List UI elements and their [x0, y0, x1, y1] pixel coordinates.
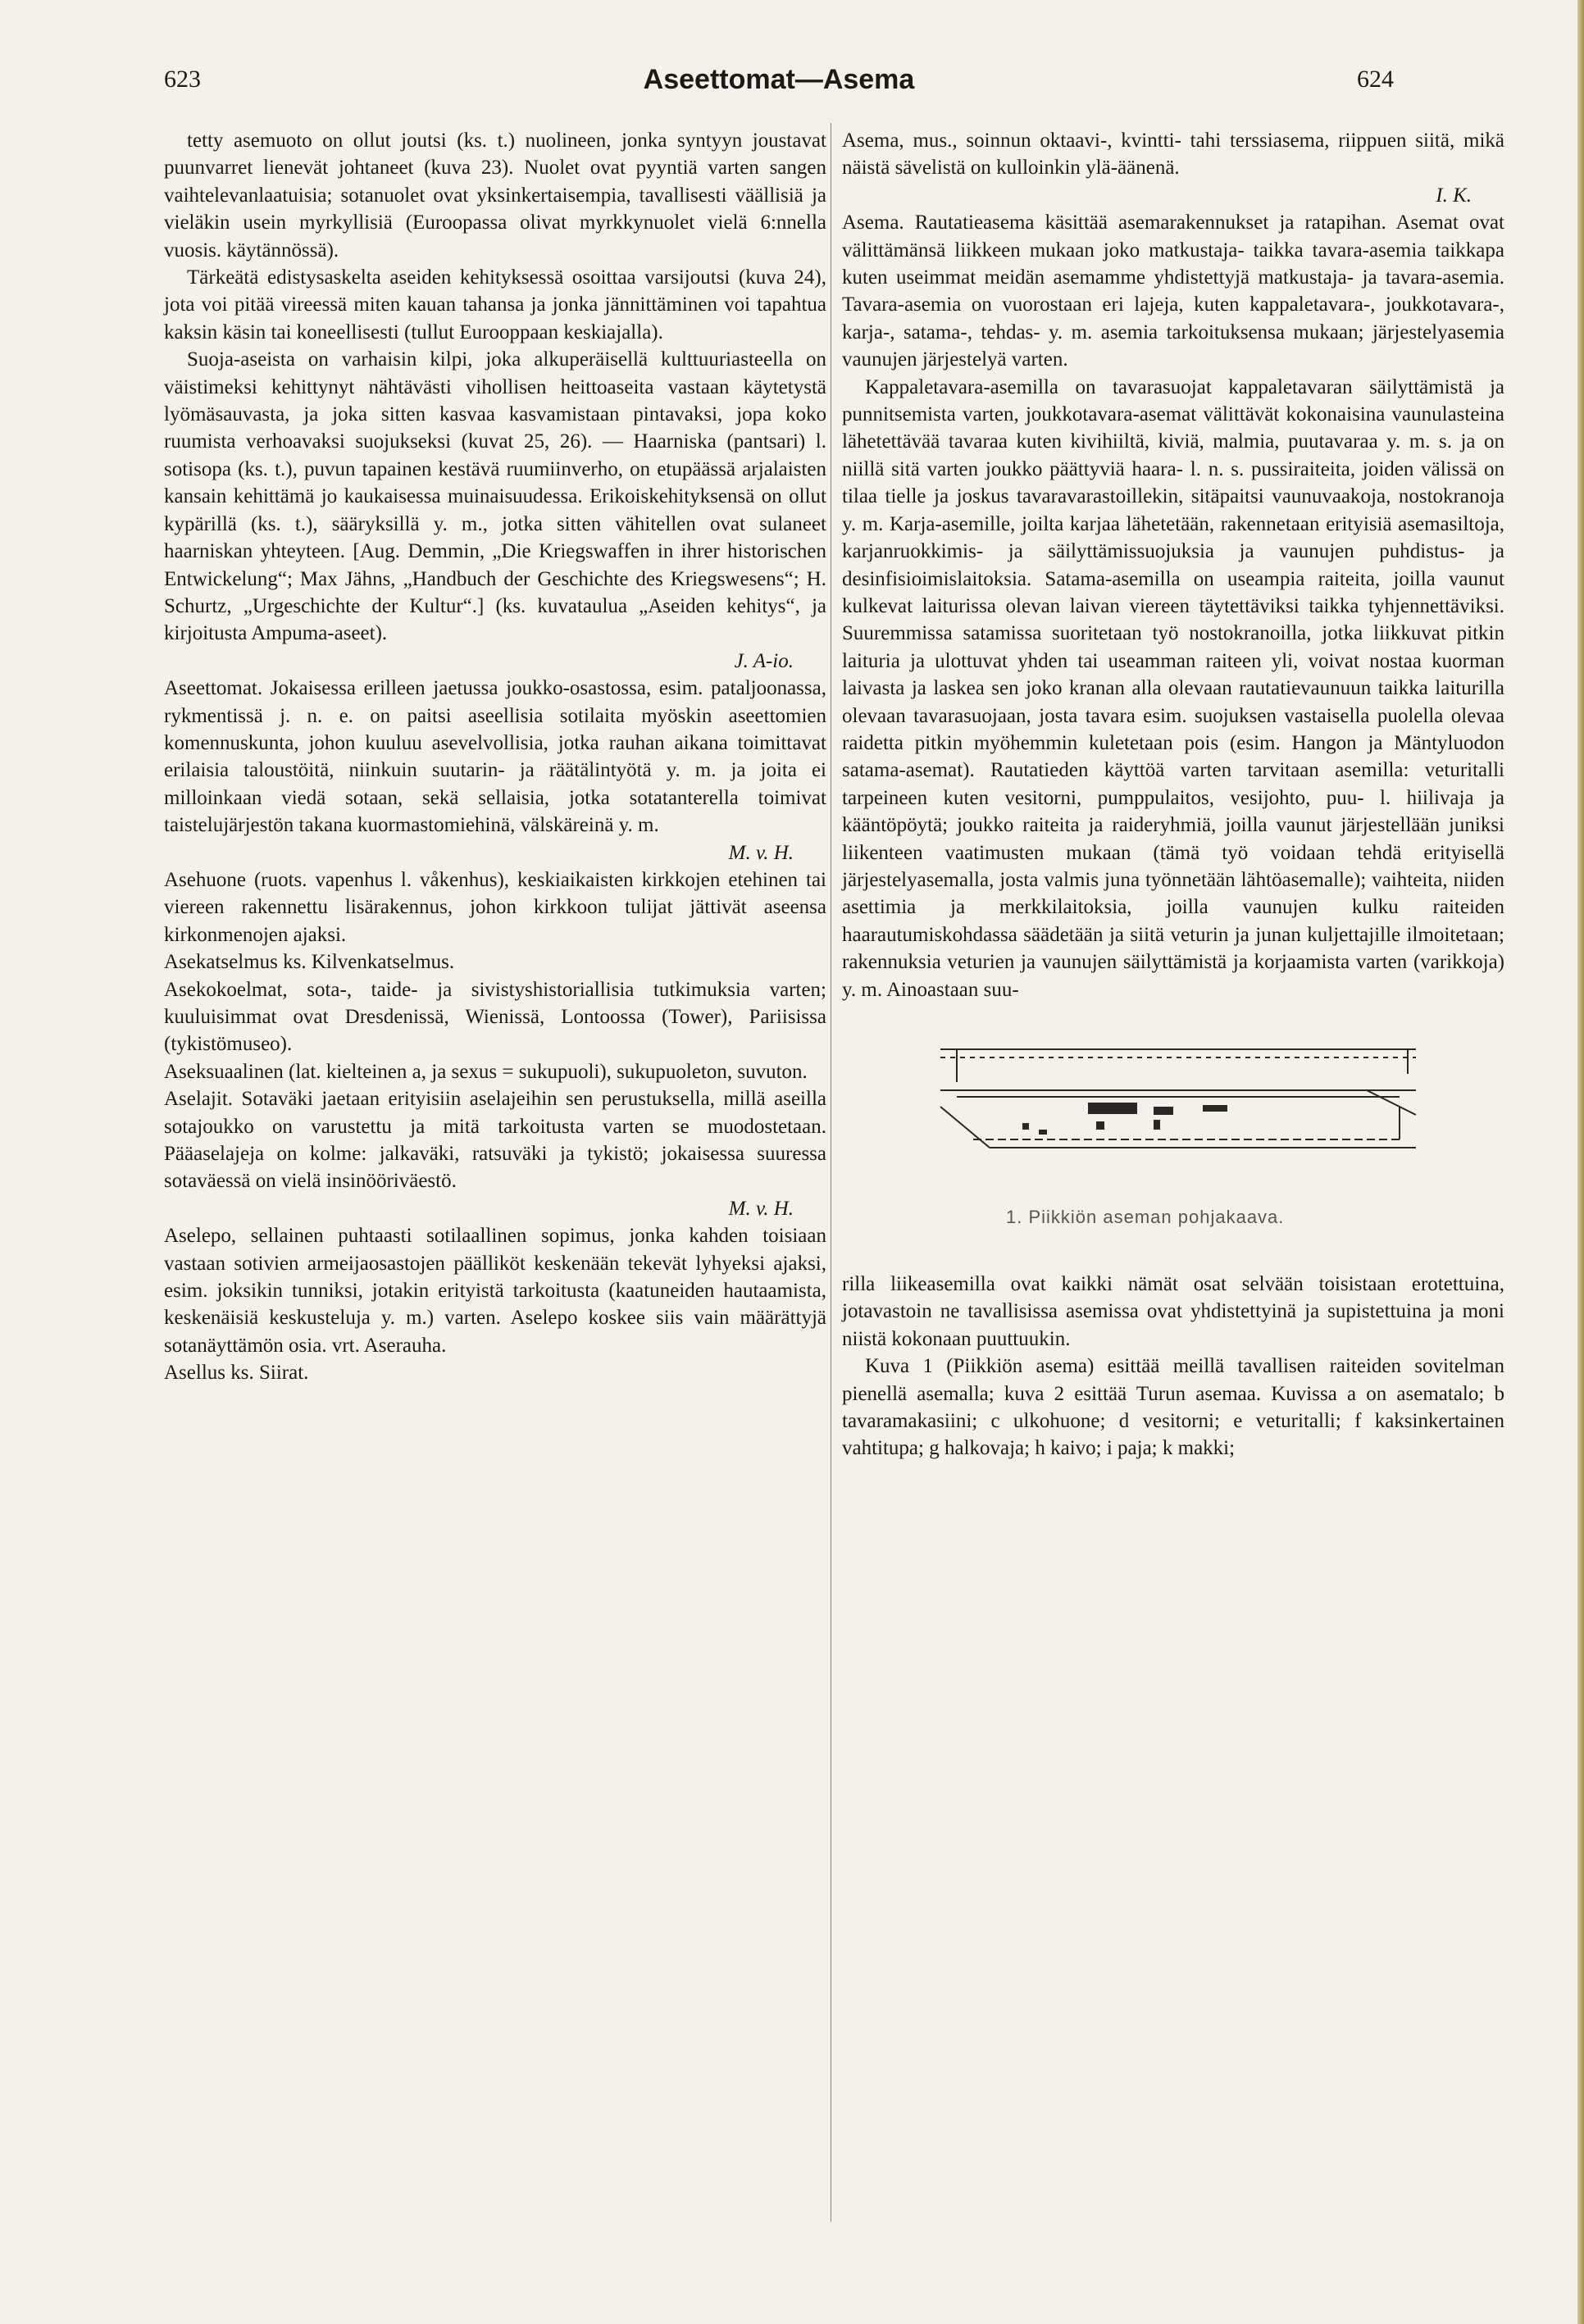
- entry-asema-music: Asema, mus., soinnun oktaavi-, kvintti- tahi terssiasema, riippuen siitä, mikä näistä sävelistä on kulloinkin ylä-äänenä.: [842, 130, 1504, 180]
- station-plan-diagram: [908, 1016, 1449, 1197]
- author-signature: J. A-io.: [734, 649, 794, 672]
- running-title: Aseettomat—Asema: [643, 64, 915, 95]
- author-signature: M. v. H.: [728, 1197, 794, 1220]
- right-column: [842, 127, 1504, 1462]
- left-column: [164, 127, 826, 1387]
- entry-asekatselmus: Asekatselmus ks. Kilvenkatselmus.: [164, 951, 455, 974]
- paragraph: Suoja-aseista on varhaisin kilpi, joka alkuperäisellä kulttuuriasteella on väistimeksi kehittynyt nähtävästi vihollisen heittoaseita vastaan käytetystä lyömäsauvasta, ja joka sitten kasvaa kasvamistaan pintavaksi, jopa koko ruumista verhoavaksi suojukseksi (kuvat 25, 26). — Haarniska (pantsari) l. sotisopa (ks. t.), puvun tapainen kestävä ruumiinverho, on etupäässä arjalaisten kansain kehittämä jo kaukaisessa muinaisuudessa. Erikoiskehityksensä on ollut kypärillä (ks. t.), sääryksillä y. m., jotka sitten vähitellen ovat sulaneet haarniskan yhteyteen. [Aug. Demmin, „Die Kriegswaffen in ihrer historischen Entwickelung“; Max Jähns, „Handbuch der Geschichte des Kriegswesens“; H. Schurtz, „Urgeschichte der Kultur“.] (ks. kuvataulua „Aseiden kehitys“, ja kirjoitusta Ampuma-aseet).: [164, 348, 826, 645]
- paragraph: Kappaletavara-asemilla on tavarasuojat kappaletavaran säilyttämistä ja punnitsemista varten, joukkotavara-asemat välittävät kokonaisina vaunulasteina lähetettävää tavaraa kuten kivihiiltä, kiviä, malmia, puutavaraa y. m. s. ja on niillä sitä varten joukko päättyviä haara- l. n. s. pussiraiteita, joiden välissä on tilaa tielle ja joskus tavaravarastoillekin, sitäpaitsi vaunuvaakoja, nostokranoja y. m. Karja-asemille, joilta karjaa lähetetään, rakennetaan erityisiä asemasiltoja, karjanruokkimis- ja säilyttämissuojuksia ja vaunujen puhdistus- ja desinfisioimislaitoksia. Satama-asemilla on useampia raiteita, joilla vaunut kulkevat laiturissa olevan laivan viereen täytettäviksi taikka tyhjennettäviksi. Suuremmissa satamissa suoritetaan työ nostokranoilla, jotka liikkuvat pitkin laituria ja ulottuvat yhden tai useamman raiteen yli, voivat nostaa kuorman laivasta ja laskea sen joko kranan alla olevaan rautatievaunuun taikka laiturilla olevaan tavarasuojaan, josta tavara esim. suojuksen vastaisella puolella olevaa raidetta pitkin myöhemmin kuletetaan pois (esim. Hangon ja Mäntyluodon satama-asemat). Rautatieden käyttöä varten tarvitaan asemilla: veturitalli tarpeineen kuten vesitorni, pumppulaitos, vesijohto, puu- l. hiilivaja ja kääntöpöytä; joukko raiteita ja raideryhmiä, joilla vaunut järjestellään juniksi liikenteen vaatimusten mukaan (tämä työ voidaan tehdä erityisellä järjestelyasemalla, josta valmis juna työnnetään lähtöasemalle); vaihteita, niiden asettimia ja merkkilaitoksia, joilla vaunujen kulku raiteiden haarautumiskohdassa säädetään ja siitä veturin ja junan kuljettajille ilmoitetaan; rakennuksia veturien ja vaunujen säilyttämistä ja korjaamista varten (varikkoja) y. m. Ainoastaan suu-: [842, 375, 1504, 1001]
- entry-aseksuaalinen: Aseksuaalinen (lat. kielteinen a, ja sexus = sukupuoli), sukupuoleton, suvuton.: [164, 1060, 808, 1083]
- author-signature: I. K.: [1436, 184, 1472, 207]
- entry-asellus: Asellus ks. Siirat.: [164, 1362, 309, 1385]
- paragraph: tetty asemuoto on ollut joutsi (ks. t.) nuolineen, jonka syntyyn joustavat puunvarret lienevät johtaneet (kuva 23). Nuolet ovat pyyntiä varten sangen vaihtelevanlaatuisia; sotanuolet ovat yksinkertaisempia, tavallisesti väällisiä ja vieläkin usein myrkyllisiä (Euroopassa olivat myrkkynuolet vielä 6:nnella vuosis. käytännössä).: [164, 130, 826, 262]
- paragraph: Kuva 1 (Piikkiön asema) esittää meillä tavallisen raiteiden sovitelman pienellä asemalla; kuva 2 esittää Turun asemaa. Kuvissa a on asematalo; b tavaramakasiini; c ulkohuone; d vesitorni; e veturitalli; f kaksinkertainen vahtitupa; g halkovaja; h kaivo; i paja; k makki;: [842, 1355, 1504, 1460]
- entry-aselepo: Aselepo, sellainen puhtaasti sotilaallinen sopimus, jonka kahden toisiaan vastaan sotivien armeijaosastojen päälliköt keskenään tekevät lyhyeksi ajaksi, esim. joksikin tunniksi, jotakin erityistä tarkoitusta (kaatuneiden hautaamista, keskenäisiä keskusteluja y. m.) varten. Aselepo koskee siis vain määrättyjä sotanäyttämön osia. vrt. Aserauha.: [164, 1225, 826, 1357]
- paragraph: Tärkeätä edistysaskelta aseiden kehityksessä osoittaa varsijoutsi (kuva 24), jota voi pitää vireessä miten kauan tahansa ja jonka jännittäminen voi tapahtua kaksin käsin tai koneellisesti (tullut Eurooppaan keskiajalla).: [164, 266, 826, 343]
- figure-caption: 1. Piikkiön aseman pohjakaava.: [1006, 1207, 1285, 1227]
- entry-asekokoelmat: Asekokoelmat, sota-, taide- ja sivistyshistoriallisia tutkimuksia varten; kuuluisimmat ovat Dresdenissä, Wienissä, Lontoossa (Tower), Pariisissa (tykistömuseo).: [164, 978, 826, 1056]
- author-signature: M. v. H.: [728, 841, 794, 864]
- entry-asehuone: Asehuone (ruots. vapenhus l. våkenhus), keskiaikaisten kirkkojen etehinen tai viereen rakennettu lisärakennus, johon kirkkoon tulijat jättivät aseensa kirkonmenojen ajaksi.: [164, 868, 826, 946]
- station-plan-figure: [842, 1016, 1504, 1262]
- entry-aselajit: Aselajit. Sotaväki jaetaan erityisiin aselajeihin sen perustuksella, millä aseilla sotajoukko on varustettu ja mitä tarkoitusta varten se muodostetaan. Pääaselajeja on kolme: jalkaväki, ratsuväki ja tykistö; jokaisessa suuressa sotaväessä on vielä insinööriväestö.: [164, 1088, 826, 1193]
- page-edge: [1577, 0, 1584, 2324]
- paragraph: rilla liikeasemilla ovat kaikki nämät osat selvään toisistaan erotettuina, jotavastoin ne tavallisissa asemissa ovat yhdistettyinä ja supistettuina ja moni niistä kokonaan puuttuukin.: [842, 1273, 1504, 1350]
- page-header: [164, 66, 1394, 107]
- page-number-left: 623: [164, 66, 201, 93]
- entry-aseettomat: Aseettomat. Jokaisessa erilleen jaetussa joukko-osastossa, esim. pataljoonassa, rykmentissä j. n. e. on paitsi aseellisia sotilaita myöskin aseettomien komennuskunta, johon kuuluu asevelvollisia, jotka rauhan aikana toimittavat erilaisia taloustöitä, niinkuin suutarin- ja räätälintyötä y. m. ja joita ei milloinkaan viedä sotaan, sekä sellaisia, jotka sotatanterella toimivat taistelujärjestön takana kuormastomiehinä, välskäreinä y. m.: [164, 677, 826, 837]
- page-number-right: 624: [1357, 66, 1394, 93]
- entry-asema-railway: Asema. Rautatieasema käsittää asemarakennukset ja ratapihan. Asemat ovat välittämänsä liikkeen mukaan joko matkustaja- taikka tavara-asemia taikkapa kuten useimmat meidän asemamme yhdistettyjä matkustaja- ja tavara-asemia. Tavara-asemia on vuorostaan eri lajeja, kuten kappaletavara-, joukkotavara-, karja-, satama-, tehdas- y. m. asemia tarkoituksensa mukaan; järjestelyasemia vaunujen järjestelyä varten.: [842, 211, 1504, 371]
